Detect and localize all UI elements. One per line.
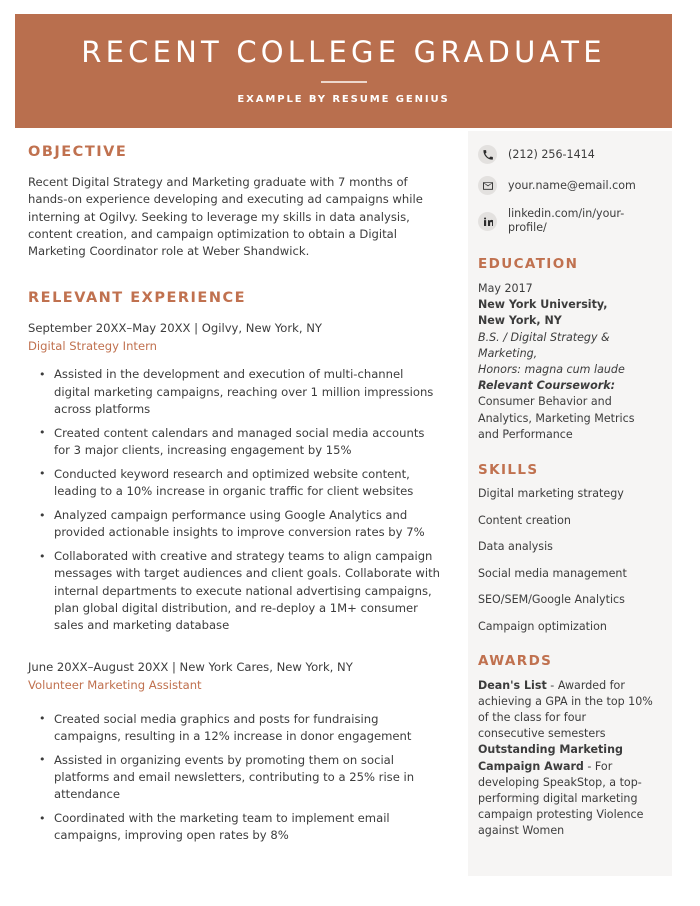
envelope-icon <box>478 176 497 195</box>
contact-section <box>478 145 656 235</box>
education-heading: EDUCATION <box>478 256 579 272</box>
awards-heading: AWARDS <box>478 652 553 669</box>
list-item: • Created social media graphics and posts for fundraising campaigns, resulting in a 12% increase in donor engagement <box>28 711 443 745</box>
award-title: Dean's List <box>478 678 547 692</box>
experience-section <box>28 290 443 844</box>
experience-heading: RELEVANT EXPERIENCE <box>28 290 247 307</box>
education-degree: B.S. / Digital Strategy & Marketing, <box>478 330 610 360</box>
education-section <box>478 256 656 443</box>
contact-phone-row[interactable] <box>478 145 656 164</box>
job-bullet-list <box>28 711 443 845</box>
list-item: Data analysis <box>478 540 553 554</box>
header-subtitle: EXAMPLE BY RESUME GENIUS <box>237 93 450 105</box>
linkedin-icon <box>478 212 497 231</box>
list-item: • Assisted in the development and execution of multi-channel digital marketing campaigns, reaching over 1 million impressions across platforms <box>28 366 443 417</box>
job-meta: September 20XX–May 20XX | Ogilvy, New York, NY <box>28 321 323 336</box>
objective-section <box>28 144 443 260</box>
list-item: • Conducted keyword research and optimized website content, leading to a 10% increase in organic traffic for client websites <box>28 466 443 500</box>
skills-section <box>478 462 656 634</box>
coursework-list: Consumer Behavior and Analytics, Marketing Metrics and Performance <box>478 395 635 441</box>
awards-section <box>478 653 656 840</box>
contact-email-row[interactable] <box>478 176 656 195</box>
email-address: your.name@email.com <box>508 178 636 192</box>
job-title: Digital Strategy Intern <box>28 339 158 354</box>
phone-icon <box>478 145 497 164</box>
experience-entry <box>28 320 443 633</box>
award-entry <box>478 678 656 743</box>
list-item: • Assisted in organizing events by promoting them on social platforms and email newsletters, contributing to a 25% rise in attendance <box>28 752 443 803</box>
list-item: SEO/SEM/Google Analytics <box>478 593 625 607</box>
award-description: - For developing SpeakStop, a top-performing digital marketing campaign protesting Violence against Women <box>478 759 644 838</box>
list-item: • Analyzed campaign performance using Google Analytics and provided actionable insights to improve conversion rates by 7% <box>28 507 443 541</box>
award-title: Outstanding Marketing Campaign Award <box>478 743 623 773</box>
list-item: • Collaborated with creative and strategy teams to align campaign messages with target audiences and client goals. Collaborate with internal departments to execute national advertising campaigns, plan global digital distribution, and re-deploy a 1M+ consumer sales and marketing database <box>28 548 443 633</box>
page-title: RECENT COLLEGE GRADUATE <box>81 35 606 70</box>
list-item: Content creation <box>478 513 571 527</box>
education-school: New York University, <box>478 298 608 312</box>
list-item: • Coordinated with the marketing team to implement email campaigns, improving open rates by 8% <box>28 810 443 844</box>
header-divider <box>321 81 367 83</box>
list-item: Social media management <box>478 566 627 580</box>
list-item: • Created content calendars and managed social media accounts for 3 major clients, increasing engagement by 15% <box>28 425 443 459</box>
job-bullet-list <box>28 366 443 633</box>
award-entry <box>478 742 656 839</box>
skills-heading: SKILLS <box>478 462 539 479</box>
sidebar <box>468 131 672 876</box>
job-meta: June 20XX–August 20XX | New York Cares, New York, NY <box>28 659 353 674</box>
linkedin-url: linkedin.com/in/your-profile/ <box>508 207 625 234</box>
list-item: Campaign optimization <box>478 619 607 633</box>
education-location: New York, NY <box>478 314 562 328</box>
phone-number: (212) 256-1414 <box>508 147 595 161</box>
spacer <box>28 641 443 659</box>
award-description: - Awarded for achieving a GPA in the top 10% of the class for four consecutive semesters <box>478 678 653 741</box>
job-title: Volunteer Marketing Assistant <box>28 677 202 692</box>
education-honors: Honors: magna cum laude <box>478 363 625 377</box>
resume-header-banner <box>15 14 672 128</box>
list-item: Digital marketing strategy <box>478 487 624 501</box>
education-date: May 2017 <box>478 282 533 295</box>
contact-linkedin-row[interactable] <box>478 207 656 235</box>
main-column <box>28 144 443 851</box>
experience-entry <box>28 659 443 845</box>
spacer <box>28 260 443 290</box>
objective-text: Recent Digital Strategy and Marketing graduate with 7 months of hands-on experience developing and executing ad campaigns while interning at Ogilvy. Seeking to leverage my skills in data analysis, content creation, and campaign optimization to obtain a Digital Marketing Coordinator role at Weber Shandwick. <box>28 175 423 259</box>
objective-heading: OBJECTIVE <box>28 144 128 160</box>
coursework-label: Relevant Coursework: <box>478 379 616 393</box>
